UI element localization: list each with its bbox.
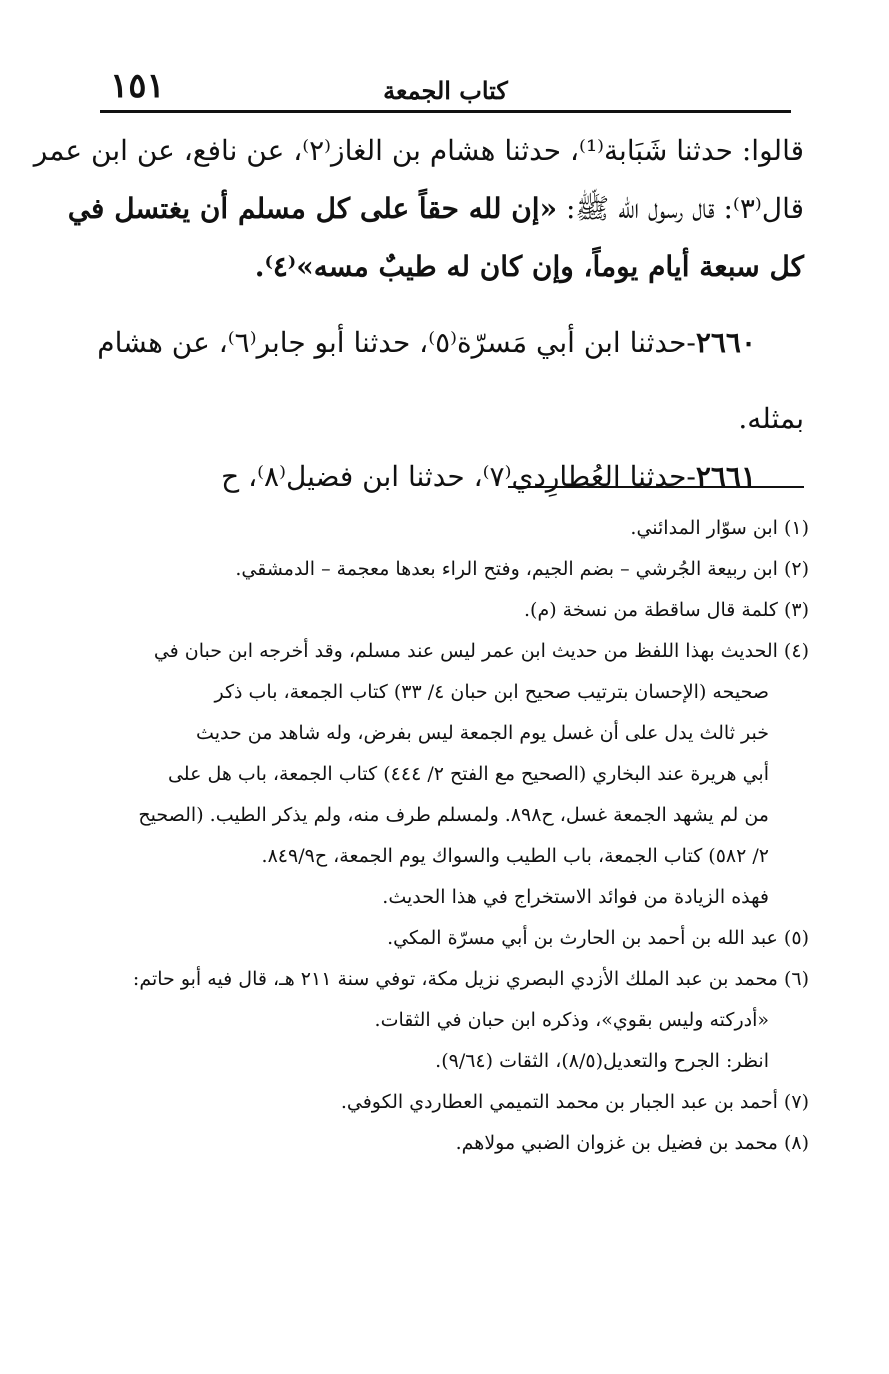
- footnote-3: (٣) كلمة قال ساقطة من نسخة (م).: [524, 599, 809, 621]
- hadith-quote-start: «إن لله حقاً على كل مسلم أن يغتسل في: [67, 192, 558, 225]
- hadith-number-2660: ٢٦٦٠: [695, 326, 756, 359]
- footnote-5: (٥) عبد الله بن أحمد بن الحارث بن أبي مسرّة المكي.: [387, 927, 809, 949]
- footnote-4-line-6: ٢/ ٥٨٢) كتاب الجمعة، باب الطيب والسواك يوم الجمعة، ح٨٤٩/٩.: [261, 845, 769, 867]
- hadith-2661: [100, 448, 804, 506]
- main-line-2-intro: قال⁽٣⁾: قال رسول الله ﷺ:: [557, 192, 804, 225]
- main-line-2: [67, 180, 804, 238]
- hadith-2660-continuation: بمثله.: [738, 402, 804, 435]
- running-title: كتاب الجمعة: [383, 76, 508, 105]
- hadith-2661-text: -حدثنا العُطارِدي⁽٧⁾، حدثنا ابن فضيل⁽٨⁾، ح: [221, 460, 696, 493]
- hadith-quote-end: كل سبعة أيام يوماً، وإن كان له طيبٌ مسه»⁽٤⁾.: [254, 250, 804, 283]
- footnote-6-line-3: انظر: الجرح والتعديل(٨/٥)، الثقات (٩/٦٤).: [435, 1050, 769, 1072]
- hadith-2660-text: -حدثنا ابن أبي مَسرّة⁽٥⁾، حدثنا أبو جابر⁽٦⁾، عن هشام: [97, 326, 696, 359]
- page-header: [100, 68, 791, 113]
- footnote-separator: [508, 486, 804, 488]
- hadith-number-2661: ٢٦٦١: [695, 460, 756, 493]
- footnote-6-line-1: (٦) محمد بن عبد الملك الأزدي البصري نزيل مكة، توفي سنة ٢١١ هـ، قال فيه أبو حاتم:: [132, 968, 809, 990]
- main-line-1: قالوا: حدثنا شَبَابة⁽¹⁾، حدثنا هشام بن الغاز⁽٢⁾، عن نافع، عن ابن عمر: [33, 134, 804, 167]
- footnote-7: (٧) أحمد بن عبد الجبار بن محمد التميمي العطاردي الكوفي.: [340, 1091, 809, 1113]
- hadith-2660: [97, 314, 804, 372]
- footnote-8: (٨) محمد بن فضيل بن غزوان الضبي مولاهم.: [455, 1132, 809, 1154]
- footnote-4-line-4: أبي هريرة عند البخاري (الصحيح مع الفتح ٢/ ٤٤٤) كتاب الجمعة، باب هل على: [167, 763, 769, 785]
- footnote-6-line-2: «أدركته وليس بقوي»، وذكره ابن حبان في الثقات.: [374, 1009, 769, 1031]
- footnote-4-line-3: خبر ثالث يدل على أن غسل يوم الجمعة ليس بفرض، وله شاهد من حديث: [196, 722, 769, 744]
- main-text: [33, 122, 804, 506]
- footnote-1: (١) ابن سوّار المدائني.: [630, 517, 809, 539]
- footnotes: [98, 508, 809, 1164]
- footnote-4-line-7: فهذه الزيادة من فوائد الاستخراج في هذا الحديث.: [382, 886, 769, 908]
- footnote-4-line-5: من لم يشهد الجمعة غسل، ح٨٩٨. ولمسلم طرف منه، ولم يذكر الطيب. (الصحيح: [138, 804, 769, 826]
- footnote-4-line-1: (٤) الحديث بهذا اللفظ من حديث ابن عمر ليس عند مسلم، وقد أخرجه ابن حبان في: [153, 640, 809, 662]
- footnote-2: (٢) ابن ربيعة الجُرشي – بضم الجيم، وفتح الراء بعدها معجمة – الدمشقي.: [235, 558, 809, 580]
- footnote-4-line-2: صحيحه (الإحسان بترتيب صحيح ابن حبان ٤/ ٣٣) كتاب الجمعة، باب ذكر: [214, 681, 769, 703]
- page-number: ١٥١: [110, 66, 165, 106]
